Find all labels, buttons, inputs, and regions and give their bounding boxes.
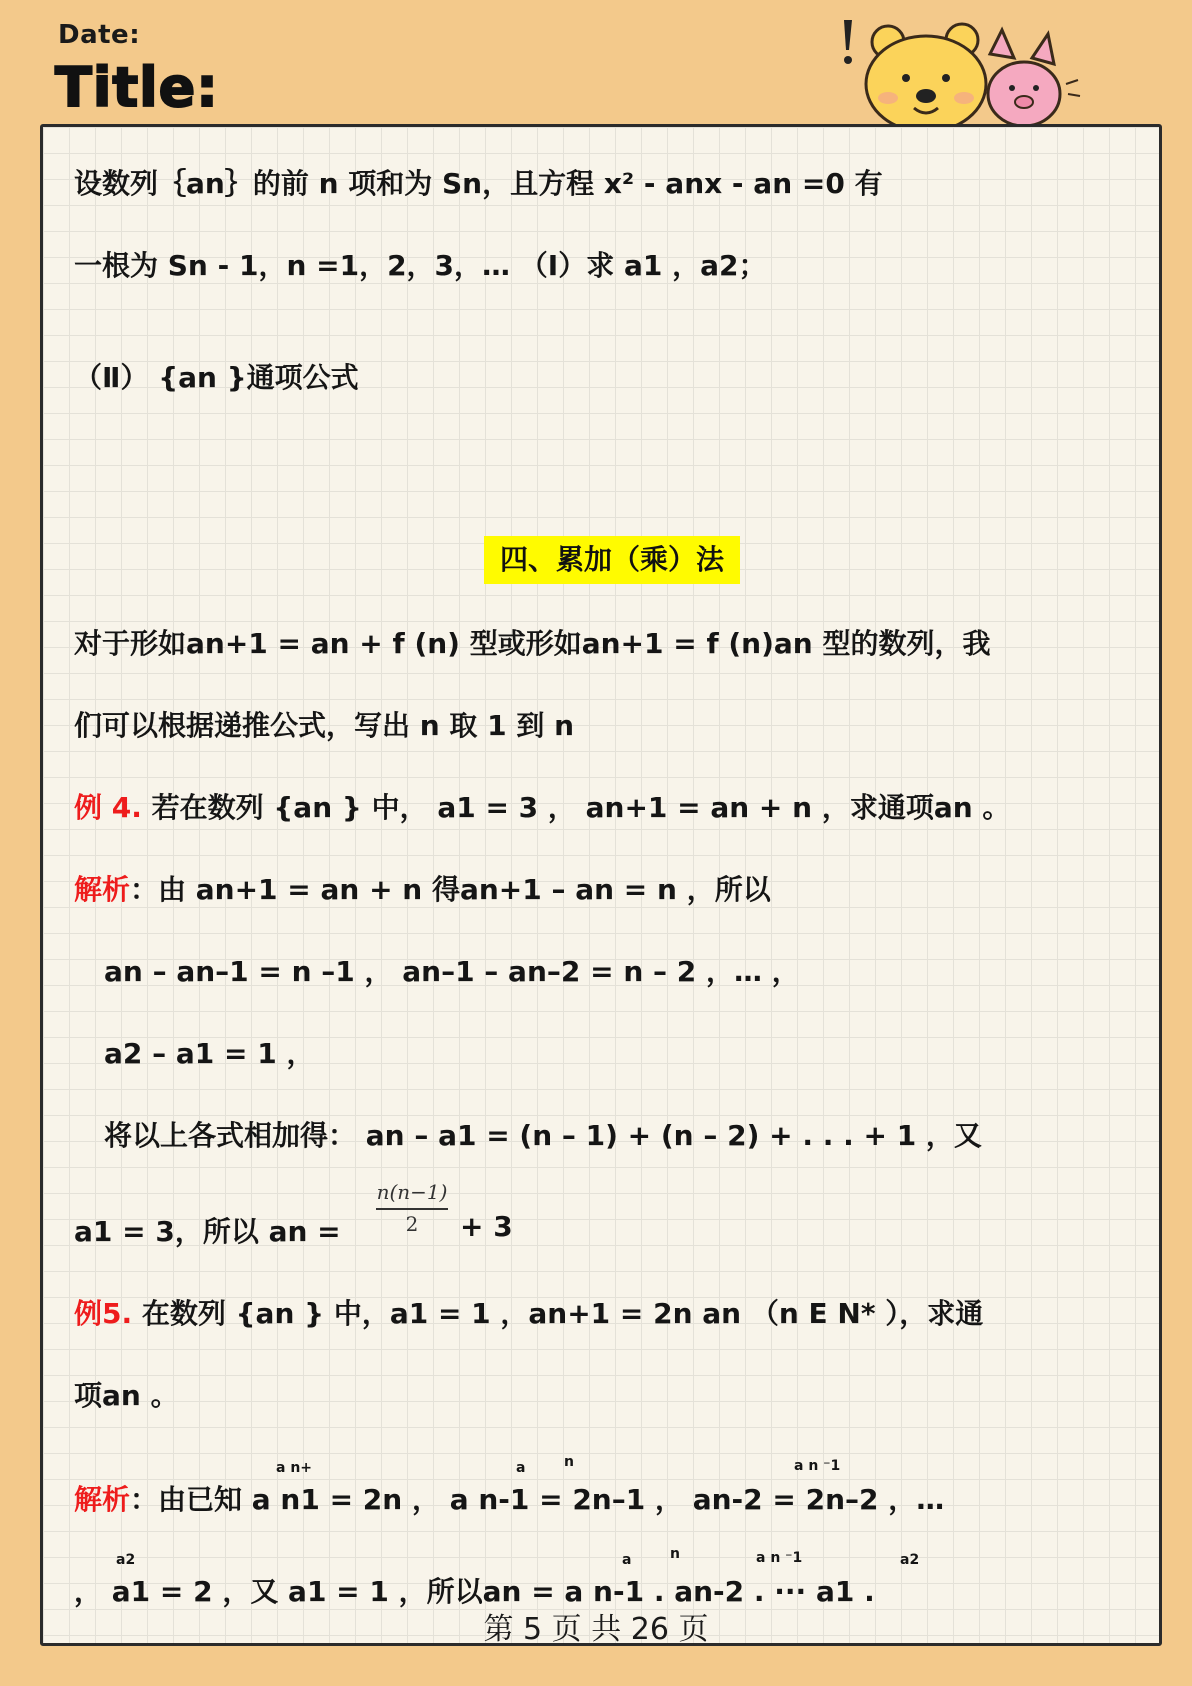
superscript-9: a2 <box>900 1552 920 1568</box>
solution-4-text: ：由 an+1 = an + n 得an+1 – an = n ，所以 <box>130 873 771 906</box>
example-4-line <box>74 786 1010 826</box>
solution-4-line-4: 将以上各式相加得： an – a1 = (n – 1) + (n – 2) + . . . + 1 ，又 <box>104 1119 982 1152</box>
superscript-8: a n ⁻1 <box>756 1550 803 1566</box>
solution-label: 解析 <box>74 873 131 906</box>
page-number: 第 5 页 共 26 页 <box>483 1612 709 1647</box>
section-heading: 四、累加（乘）法 <box>484 536 740 584</box>
solution-5-label: 解析 <box>74 1483 131 1516</box>
solution-4-line-2: an – an–1 = n –1 ， an–1 – an–2 = n – 2 ，… ， <box>104 955 800 988</box>
solution-4-result-right: + 3 <box>460 1210 513 1243</box>
fraction-formula <box>374 1180 450 1240</box>
date-label: Date: <box>58 20 141 50</box>
problem-line-2: 一根为 Sn - 1，n =1，2，3，… （Ⅰ）求 a1 ，a2； <box>74 249 767 282</box>
method-intro-line-2: 们可以根据递推公式，写出 n 取 1 到 n <box>74 709 575 742</box>
problem-line-3: （Ⅱ） {an }通项公式 <box>74 361 359 394</box>
example-4-text: 若在数列 {an } 中， a1 = 3 ， an+1 = an + n ，求通项an 。 <box>151 791 1011 824</box>
example-5-line-2: 项an 。 <box>74 1379 179 1412</box>
example-4-label: 例 4. <box>74 791 142 824</box>
pooh-piglet-mascot-illustration <box>822 14 1102 132</box>
superscript-3: n <box>564 1454 574 1470</box>
superscript-2: a <box>516 1460 526 1476</box>
fraction-numerator: n(n−1) <box>376 1180 448 1204</box>
superscript-1: a n+ <box>276 1460 313 1476</box>
solution-4-line-1 <box>74 868 771 908</box>
example-5-line <box>74 1292 983 1332</box>
solution-4-line-3: a2 – a1 = 1 ， <box>104 1037 315 1070</box>
fraction-denominator: 2 <box>405 1212 419 1236</box>
example-5-text: 在数列 {an } 中，a1 = 1 ，an+1 = 2n an （n E N* ），求通 <box>141 1297 984 1330</box>
solution-5-line-2: ， a1 = 2 ，又 a1 = 1 ，所以an = a n-1 . an-2 . ··· a1 . <box>74 1575 875 1608</box>
solution-5-line-1 <box>74 1478 944 1518</box>
superscript-7: n <box>670 1546 680 1562</box>
superscript-4: a n ⁻1 <box>794 1458 841 1474</box>
solution-5-text: ：由已知 a n1 = 2n ， a n-1 = 2n–1 ， an-2 = 2n–2 ，… <box>130 1483 945 1516</box>
title-label: Title: <box>55 56 219 119</box>
method-intro-line-1: 对于形如an+1 = an + f (n) 型或形如an+1 = f (n)an 型的数列，我 <box>74 627 991 660</box>
problem-line-1: 设数列｛an｝的前 n 项和为 Sn，且方程 x² - anx - an =0 有 <box>74 167 883 200</box>
example-5-label: 例5. <box>74 1297 133 1330</box>
superscript-6: a <box>622 1552 632 1568</box>
superscript-5: a2 <box>116 1552 136 1568</box>
fraction-bar <box>376 1208 448 1210</box>
solution-4-result-left: a1 = 3，所以 an = <box>74 1215 341 1248</box>
